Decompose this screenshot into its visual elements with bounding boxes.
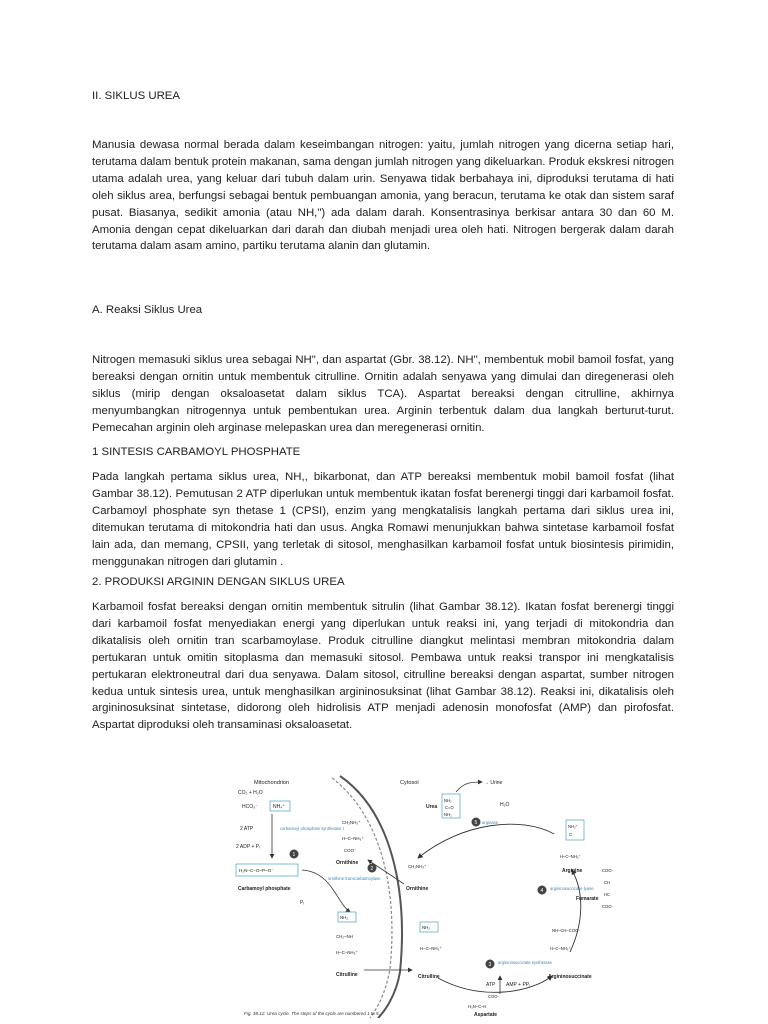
argininosuccinate-structure: NH–CH–COO⁻ — [552, 928, 581, 933]
arginine-structure-box — [566, 820, 584, 840]
step2-paragraph: Karbamoil fosfat bereaksi dengan ornitin membentuk sitrulin (lihat Gambar 38.12). Ikatan fosfat berenergi tinggi dari karbamoil fosfat menyediakan energi yang diperlukan untuk reaksi ini, yang terjadi di mitokondria dan dikatalisis oleh ornitin tran scarbamoylase. Produk citrulline diangkut melintasi membran mitokondria dalam pertukaran untuk omitin sitoplasma dan memasuki sitosol. Pembawa untuk reaksi transpor ini mengkatalisis pertukaran elektroneutral dari dua senyawa. Dalam sitosol, citrulline bereaksi dengan aspartat, sumber nitrogen kedua untuk sintesis urea, untuk menghasilkan argininosuksinat (lihat Gambar 38.12). Reaksi ini, dikatalisis oleh argininosuksinat sintetase, didorong oleh hidrolisis ATP menjadi adenosin monofosfat (AMP) dan pirofosfat. Aspartat diproduksi oleh transaminasi oksaloasetat. — [92, 601, 674, 732]
aspartate-structure: COO⁻ — [488, 994, 500, 999]
arginine-structure-text-3: H–C–NH₃⁺ — [560, 854, 581, 859]
step-4-number: 4 — [540, 888, 544, 894]
otc-label: ornithine transcarbamoylase — [328, 876, 381, 881]
carbamoyl-phosphate-label: Carbamoyl phosphate — [238, 886, 291, 892]
amp-ppi-label: AMP + PPᵢ — [506, 982, 530, 988]
ornithine-structure-cyto: CH₂NH₃⁺ — [408, 864, 427, 869]
step-2-number: 2 — [370, 866, 374, 872]
nh4-label-mito: NH₄⁺ — [273, 804, 285, 810]
co2-h2o-label: CO₂ + H₂O — [238, 790, 263, 796]
step-3-number: 3 — [488, 962, 492, 968]
ornithine-structure-mito-3: COO⁻ — [344, 848, 357, 853]
arginine-label: Arginine — [562, 868, 583, 874]
aspartate-label: Aspartate — [474, 1012, 498, 1018]
citrulline-structure-mito-3: H–C–NH₃⁺ — [336, 950, 358, 955]
step2-title: 2. PRODUKSI ARGININ DENGAN SIKLUS UREA — [92, 576, 345, 588]
fumarate-structure-3: HC — [604, 892, 611, 897]
urea-structure-text-3: NH₂ — [444, 812, 452, 817]
to-urine-label: → Urine — [484, 780, 503, 786]
mito-outer-membrane — [340, 776, 402, 1018]
hco3-label: HCO₃⁻ — [242, 804, 258, 810]
urea-cycle-figure — [232, 772, 644, 1018]
carbamoyl-phosphate-formula: H₂N–C–O–P–O⁻ — [239, 868, 274, 873]
atp-label: ATP — [486, 982, 496, 988]
fumarate-structure-2: CH — [604, 880, 611, 885]
urea-label: Urea — [426, 804, 438, 810]
step1-title: 1 SINTESIS CARBAMOYL PHOSPHATE — [92, 446, 301, 458]
subsection-a-paragraph: Nitrogen memasuki siklus urea sebagai NH", dan aspartat (Gbr. 38.12). NH", membentuk mobil bamoil fosfat, yang bereaksi dengan ornitin untuk membentuk citrulline. Ornitin adalah senyawa yang dimulai dan diregenerasi oleh siklus (mirip dengan oksaloasetat dalam siklus TCA). Aspartat bereaksi dengan citrulline, akhirnya menyumbangkan nitrogennya untuk pembentukan urea. Arginin terbentuk dalam dua langkah berturut-turut. Pemecahan arginin oleh arginase melepaskan urea dan meregenerasi ornitin. — [92, 354, 674, 434]
citrulline-structure-cyto-2: H–C–NH₃⁺ — [420, 946, 442, 951]
citrulline-structure-cyto: NH₂ — [422, 925, 431, 930]
argininosuccinate-label: Argininosuccinate — [548, 974, 592, 980]
mitochondrion-label: Mitochondrion — [254, 780, 290, 786]
mito-inner-membrane — [332, 778, 392, 1018]
fumarate-structure: COO⁻ — [602, 868, 614, 873]
pi-label: Pᵢ — [300, 900, 305, 906]
subsection-a-title: A. Reaksi Siklus Urea — [92, 304, 203, 316]
ornithine-label-mito: Ornithine — [336, 860, 359, 866]
ornithine-label-cyto: Ornithine — [406, 886, 429, 892]
arginase-label: arginase — [482, 820, 499, 825]
citrulline-label-cyto: Citrulline — [418, 974, 440, 980]
asl-label: argininosuccinate lyase — [550, 886, 594, 891]
cytosol-label: Cytosol — [400, 780, 419, 786]
fumarate-structure-4: COO⁻ — [602, 904, 614, 909]
step1-paragraph: Pada langkah pertama siklus urea, NH,, bikarbonat, dan ATP bereaksi membentuk mobil bamoil fosfat (lihat Gambar 38.12). Pemutusan 2 ATP diperlukan untuk membentuk ikatan fosfat berenergi tinggi dari karbamoil fosfat. Carbamoyl phosphate syn thetase 1 (CPSI), enzim yang mengkatalisis langkah pertama dari siklus urea ini, ditemukan terutama di mitokondria hati dan usus. Angka Romawi menunjukkan bahwa sintetase karbamoil fosfat lain ada, dan memang, CPSII, yang terletak di sitosol, menghasilkan karbamoil fosfat untuk biosintesis pirimidin, menggunakan nitrogen dari glutamin . — [92, 471, 674, 568]
urea-cycle-diagram — [232, 772, 644, 1018]
ass-label: argininosuccinate synthetase — [498, 960, 553, 965]
intro-paragraph: Manusia dewasa normal berada dalam keseimbangan nitrogen: yaitu, jumlah nitrogen yang dicerna setiap hari, terutama dalam bentuk protein makanan, sama dengan jumlah nitrogen yang dikeluarkan. Produk ekskresi nitrogen utama adalah urea, yang keluar dari tubuh dalam urin. Senyawa tidak berbahaya ini, diproduksi terutama di hati oleh siklus area, berfungsi sebagai bentuk pembuangan amonia, yang beracun, terutama ke otak dan sistem saraf pusat. Biasanya, sedikit amonia (atau NH,") ada dalam darah. Konsentrasinya berkisar antara 30 dan 60 M. Amonia dengan cepat dikeluarkan dari darah dan diubah menjadi urea oleh hati. Nitrogen bergerak dalam darah terutama dalam asam amino, partiku terutama alanin dan glutamin. — [92, 139, 674, 253]
figure-caption: Fig. 38.12. Urea cycle. The steps of the cycle are numbered 1 to 5. — [244, 1011, 380, 1016]
cps1-label: carbamoyl phosphate synthetase I — [280, 826, 344, 831]
urea-structure-text: NH₂ — [444, 798, 452, 803]
ornithine-structure-mito: CH₂NH₃⁺ — [342, 820, 361, 825]
ornithine-structure-mito-2: H–C–NH₃⁺ — [342, 836, 364, 841]
arginine-structure-text: NH₂⁺ — [568, 824, 578, 829]
aspartate-structure-2: H₃N–C–H — [468, 1004, 487, 1009]
citrulline-structure-mito-2: CH₂–NH — [336, 934, 353, 939]
section-title: II. SIKLUS UREA — [92, 90, 180, 102]
argininosuccinate-structure-2: H–C–NH₃⁺ — [550, 946, 571, 951]
h2o-label: H₂O — [500, 802, 510, 808]
citrulline-structure-mito: NH₂ — [340, 915, 349, 920]
step-1-number: 1 — [292, 852, 296, 858]
step-5-number: 5 — [474, 820, 478, 826]
arrow-urea-out — [456, 782, 482, 792]
cycle-arc-right — [570, 870, 581, 952]
urea-structure-text-2: C=O — [445, 805, 454, 810]
fumarate-label: Fumarate — [576, 896, 599, 902]
two-atp-label: 2 ATP — [240, 826, 254, 832]
cycle-arc-top — [418, 824, 554, 858]
two-adp-label: 2 ADP + Pᵢ — [236, 844, 260, 850]
arginine-structure-text-2: C — [569, 832, 573, 837]
citrulline-label-mito: Citrulline — [336, 972, 358, 978]
